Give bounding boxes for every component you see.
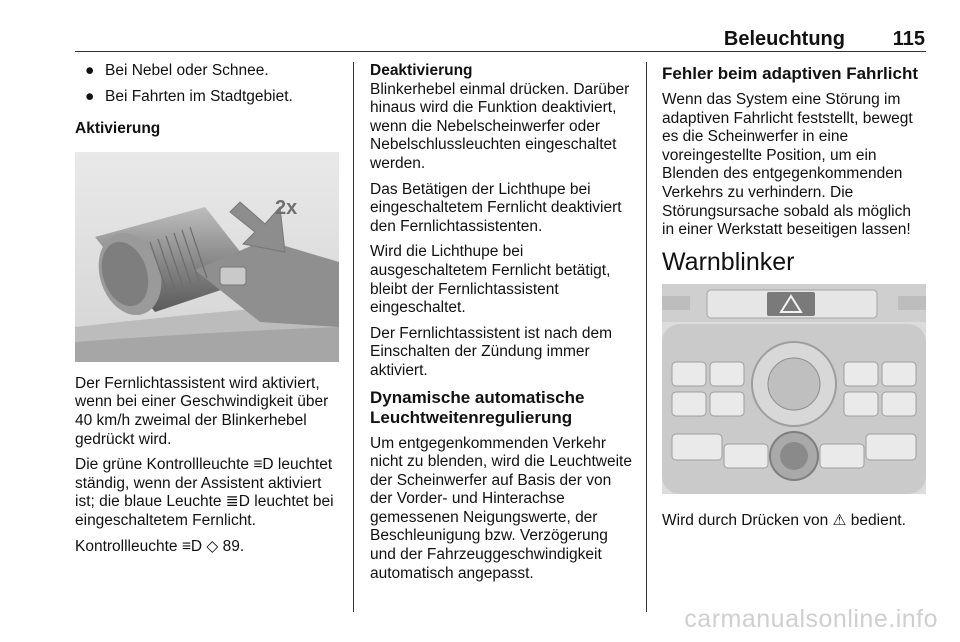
paragraph: Das Betätigen der Lichthupe bei eingeschaltetem Fernlicht deaktiviert den Fernlichtassistenten. xyxy=(370,180,622,235)
paragraph: Die grüne Kontrollleuchte ≡D leuchtet ständig, wenn der Assistent aktiviert ist; die blaue Leuchte ≣D leuchtet bei eingeschaltetem Fernlicht. xyxy=(75,456,334,529)
chapter-title: Beleuchtung xyxy=(723,28,845,50)
paragraph: Wird die Lichthupe bei ausgeschaltetem Fernlicht betätigt, bleibt der Fernlichtassistent eingeschaltet. xyxy=(370,243,611,317)
column-middle xyxy=(370,62,634,590)
page-number: 115 xyxy=(892,28,925,50)
paragraph: Der Fernlichtassistent wird aktiviert, wenn bei einer Geschwindigkeit über 40 km/h zweimal der Blinkerhebel gedrückt wird. xyxy=(75,374,329,448)
column-right xyxy=(662,62,926,537)
section-heading: Deaktivierung xyxy=(370,62,473,79)
paragraph: Wenn das System eine Störung im adaptiven Fahrlicht feststellt, bewegt es die Scheinwerfer in eine voreingestellte Position, um ein Blenden des entgegenkommenden Verkehrs zu verhindern. Die Störungsursache sobald als möglich in einer Werkstatt beseitigen lassen! xyxy=(662,91,913,239)
press-count-label: 2x xyxy=(275,196,298,219)
watermark: carmanualsonline.info xyxy=(684,605,938,633)
section-heading: Dynamische automatische Leuchtweitenregulierung xyxy=(370,387,585,427)
section-heading: Fehler beim adaptiven Fahrlicht xyxy=(662,64,919,83)
paragraph: Kontrollleuchte ≡D ◇ 89. xyxy=(75,537,245,555)
list-item: ● Bei Fahrten im Stadtgebiet. xyxy=(85,87,293,105)
header-divider xyxy=(75,51,926,52)
paragraph: Der Fernlichtassistent ist nach dem Einschalten der Zündung immer aktiviert. xyxy=(370,324,613,379)
caption: Wird durch Drücken von ⚠ bedient. xyxy=(662,511,906,529)
column-divider xyxy=(646,62,647,612)
paragraph: Blinkerhebel einmal drücken. Darüber hinaus wird die Funktion deaktiviert, wenn die Nebelscheinwerfer oder Nebelschlussleuchten eingeschaltet werden. xyxy=(370,80,630,172)
section-title: Warnblinker xyxy=(662,247,795,276)
page-header xyxy=(75,28,925,52)
column-left xyxy=(75,62,339,563)
section-heading: Aktivierung xyxy=(75,120,161,138)
column-divider xyxy=(353,62,354,612)
lever-illustration xyxy=(75,152,339,362)
paragraph: Um entgegenkommenden Verkehr nicht zu blenden, wird die Leuchtweite der Scheinwerfer auf Basis der von der Vorder- und Hinterachse gemessenen Neigungswerte, der Beschleunigung bzw. Verzögerung und der Fahrzeuggeschwindigkeit automatisch angepasst. xyxy=(370,434,632,582)
list-item: ● Bei Nebel oder Schnee. xyxy=(85,62,269,79)
footer xyxy=(0,602,960,642)
hazard-switch-illustration xyxy=(662,284,926,494)
